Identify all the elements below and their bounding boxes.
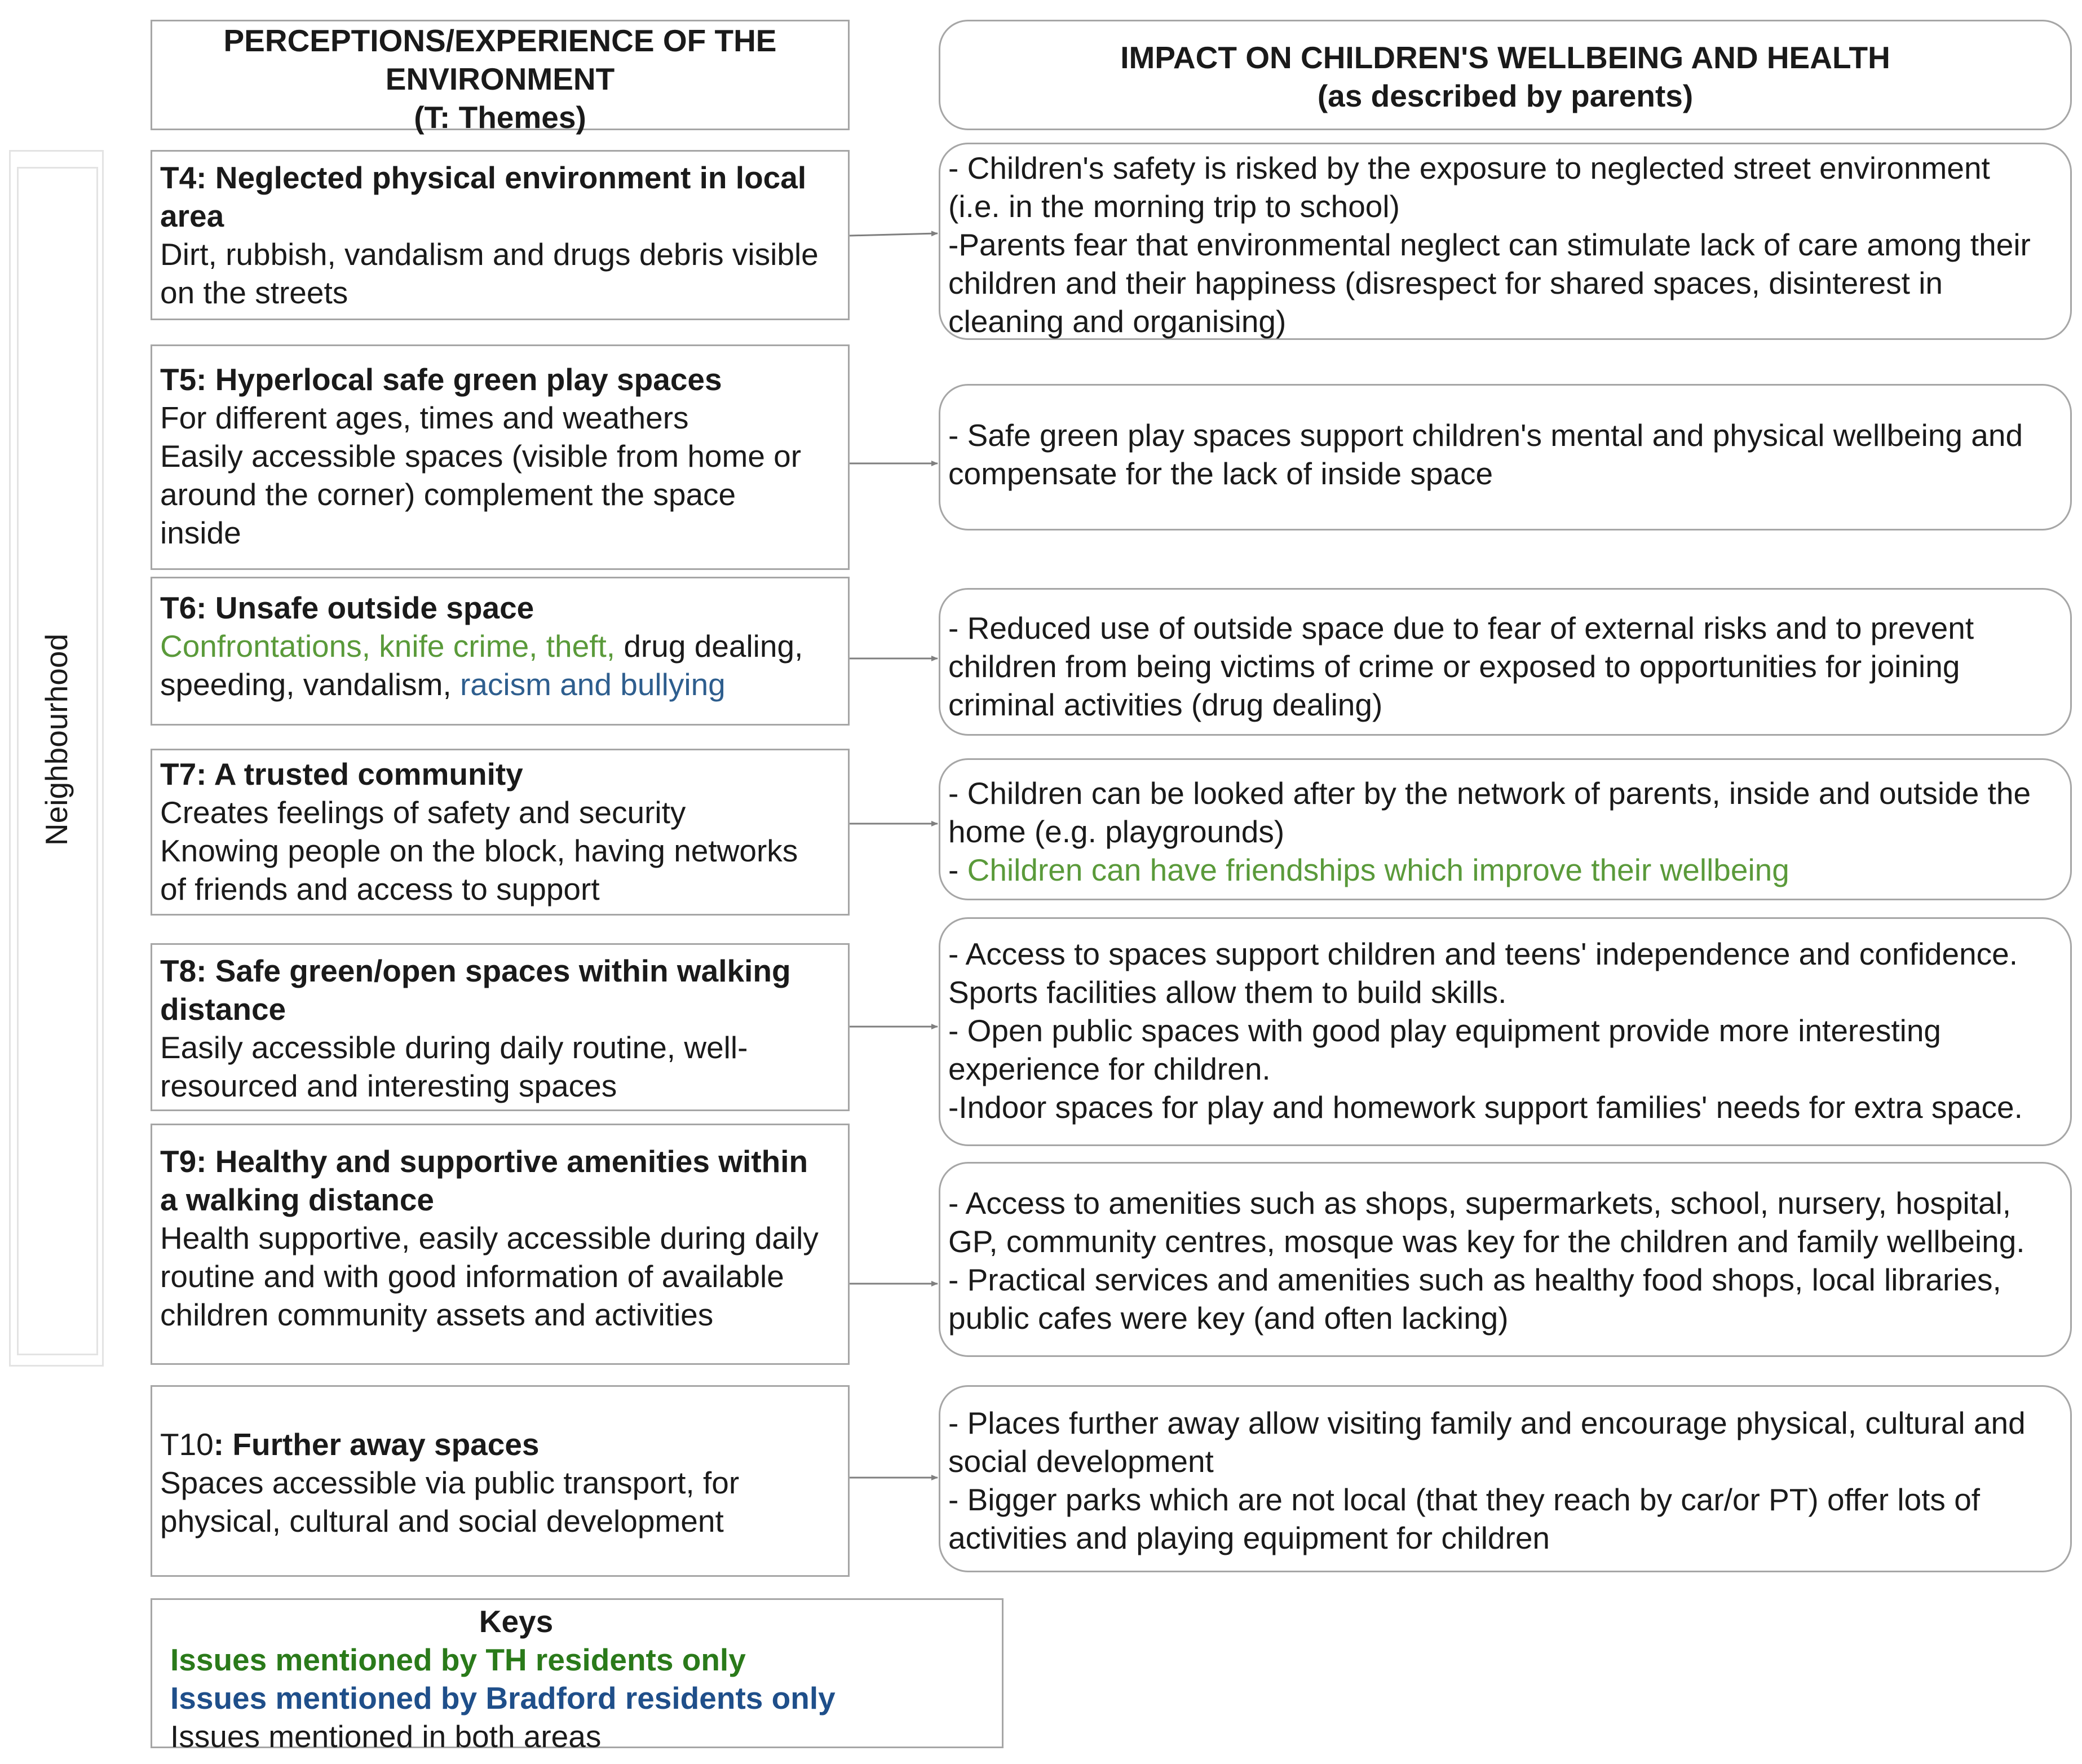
impact-t9-line-2: GP, community centres, mosque was key for the children and family wellbeing.	[948, 1224, 2025, 1259]
impact-t7-line-2: home (e.g. playgrounds)	[948, 814, 1285, 849]
theme-t10-body-2: physical, cultural and social development	[160, 1504, 724, 1538]
theme-t7-body-2: Knowing people on the block, having networks	[160, 833, 798, 868]
impact-t7-line-1: - Children can be looked after by the network of parents, inside and outside the	[948, 776, 2031, 811]
impact-t4-line-1: - Children's safety is risked by the exposure to neglected street environment	[948, 151, 1990, 185]
impact-t8-line-2: Sports facilities allow them to build skills.	[948, 975, 1507, 1010]
theme-t9-body-2: routine and with good information of available	[160, 1259, 784, 1294]
impact-t6-line-1: - Reduced use of outside space due to fear of external risks and to prevent	[948, 611, 1974, 646]
impact-t4-line-4: children and their happiness (disrespect for shared spaces, disinterest in	[948, 266, 1943, 300]
theme-t8-body-1: Easily accessible during daily routine, well-	[160, 1030, 748, 1065]
theme-t6-blue-text: racism and bullying	[459, 667, 726, 702]
keys-title: Keys	[479, 1604, 554, 1639]
theme-t7-title: T7: A trusted community	[160, 757, 523, 792]
theme-t10-title-prefix: T10	[160, 1427, 214, 1462]
impact-t4-line-3: -Parents fear that environmental neglect can stimulate lack of care among their	[948, 227, 2031, 262]
impact-t10-line-3: - Bigger parks which are not local (that they reach by car/or PT) offer lots of	[948, 1482, 1981, 1517]
theme-t4-body-1: Dirt, rubbish, vandalism and drugs debris visible	[160, 237, 819, 272]
theme-t9-title-2: a walking distance	[160, 1182, 435, 1217]
theme-t5-body-1: For different ages, times and weathers	[160, 400, 689, 435]
theme-t8-title-1: T8: Safe green/open spaces within walking	[160, 953, 791, 988]
theme-t6-plain-text-1: drug dealing,	[615, 629, 803, 664]
theme-t7-body-1: Creates feelings of safety and security	[160, 795, 686, 830]
left-header-line-2: ENVIRONMENT	[385, 61, 615, 96]
impact-t5-line-1: - Safe green play spaces support children's mental and physical wellbeing and	[948, 418, 2023, 453]
impact-t8-line-1: - Access to spaces support children and teens' independence and confidence.	[948, 936, 2018, 971]
impact-t9-line-3: - Practical services and amenities such as healthy food shops, local libraries,	[948, 1262, 2001, 1297]
theme-t8-body-2: resourced and interesting spaces	[160, 1068, 617, 1103]
theme-t7-body-3: of friends and access to support	[160, 872, 600, 907]
keys-blue-entry: Issues mentioned by Bradford residents only	[170, 1681, 836, 1716]
keys-legend	[151, 1598, 1004, 1754]
theme-t5-body-4: inside	[160, 515, 241, 550]
impact-t10-line-4: activities and playing equipment for children	[948, 1520, 1550, 1555]
left-header-line-3: (T: Themes)	[414, 100, 586, 135]
neighbourhood-label: Neighbourhood	[39, 633, 74, 846]
impact-t6-line-2: children from being victims of crime or exposed to opportunities for joining	[948, 649, 1960, 684]
theme-t10-body-1: Spaces accessible via public transport, for	[160, 1465, 740, 1500]
theme-t9-title-1: T9: Healthy and supportive amenities within	[160, 1144, 808, 1179]
impact-t8-line-3: - Open public spaces with good play equipment provide more interesting	[948, 1013, 1941, 1048]
impact-t7-green-line: Children can have friendships which improve their wellbeing	[967, 852, 1789, 887]
impact-t7-dash: -	[948, 852, 967, 887]
impact-t6-line-3: criminal activities (drug dealing)	[948, 687, 1383, 722]
impact-t8-line-5: -Indoor spaces for play and homework support families' needs for extra space.	[948, 1090, 2023, 1125]
theme-t6-title: T6: Unsafe outside space	[160, 590, 534, 625]
arrow-t4	[850, 233, 938, 236]
theme-t6-green-text: Confrontations, knife crime, theft,	[160, 629, 616, 664]
right-header-line-2: (as described by parents)	[1317, 78, 1694, 113]
theme-t9-body-3: children community assets and activities	[160, 1297, 714, 1332]
impact-t4-line-5: cleaning and organising)	[948, 304, 1287, 339]
impact-t5-line-2: compensate for the lack of inside space	[948, 456, 1493, 491]
impact-t8-line-4: experience for children.	[948, 1051, 1271, 1086]
theme-t4-title-2: area	[160, 198, 224, 233]
theme-t10-title-rest: : Further away spaces	[213, 1427, 540, 1462]
impact-t4-line-2: (i.e. in the morning trip to school)	[948, 189, 1400, 224]
theme-t5-title: T5: Hyperlocal safe green play spaces	[160, 362, 722, 397]
impact-t9-line-1: - Access to amenities such as shops, supermarkets, school, nursery, hospital,	[948, 1186, 2012, 1221]
impact-t10-line-2: social development	[948, 1444, 1214, 1479]
theme-t4-body-2: on the streets	[160, 275, 348, 310]
keys-both-entry: Issues mentioned in both areas	[170, 1719, 602, 1754]
theme-t9-body-1: Health supportive, easily accessible during daily	[160, 1221, 819, 1255]
theme-t5-body-2: Easily accessible spaces (visible from home or	[160, 439, 802, 474]
theme-t5-body-3: around the corner) complement the space	[160, 477, 736, 512]
impact-t10-line-1: - Places further away allow visiting family and encourage physical, cultural and	[948, 1405, 2026, 1440]
right-header-line-1: IMPACT ON CHILDREN'S WELLBEING AND HEALTH	[1120, 40, 1890, 75]
theme-t6-plain-text-2: speeding, vandalism,	[160, 667, 460, 702]
theme-t8-title-2: distance	[160, 992, 286, 1027]
left-header-line-1: PERCEPTIONS/EXPERIENCE OF THE	[223, 23, 777, 58]
theme-t4-title-1: T4: Neglected physical environment in local	[160, 160, 807, 195]
keys-green-entry: Issues mentioned by TH residents only	[170, 1642, 746, 1677]
impact-t9-line-4: public cafes were key (and often lacking)	[948, 1301, 1509, 1336]
